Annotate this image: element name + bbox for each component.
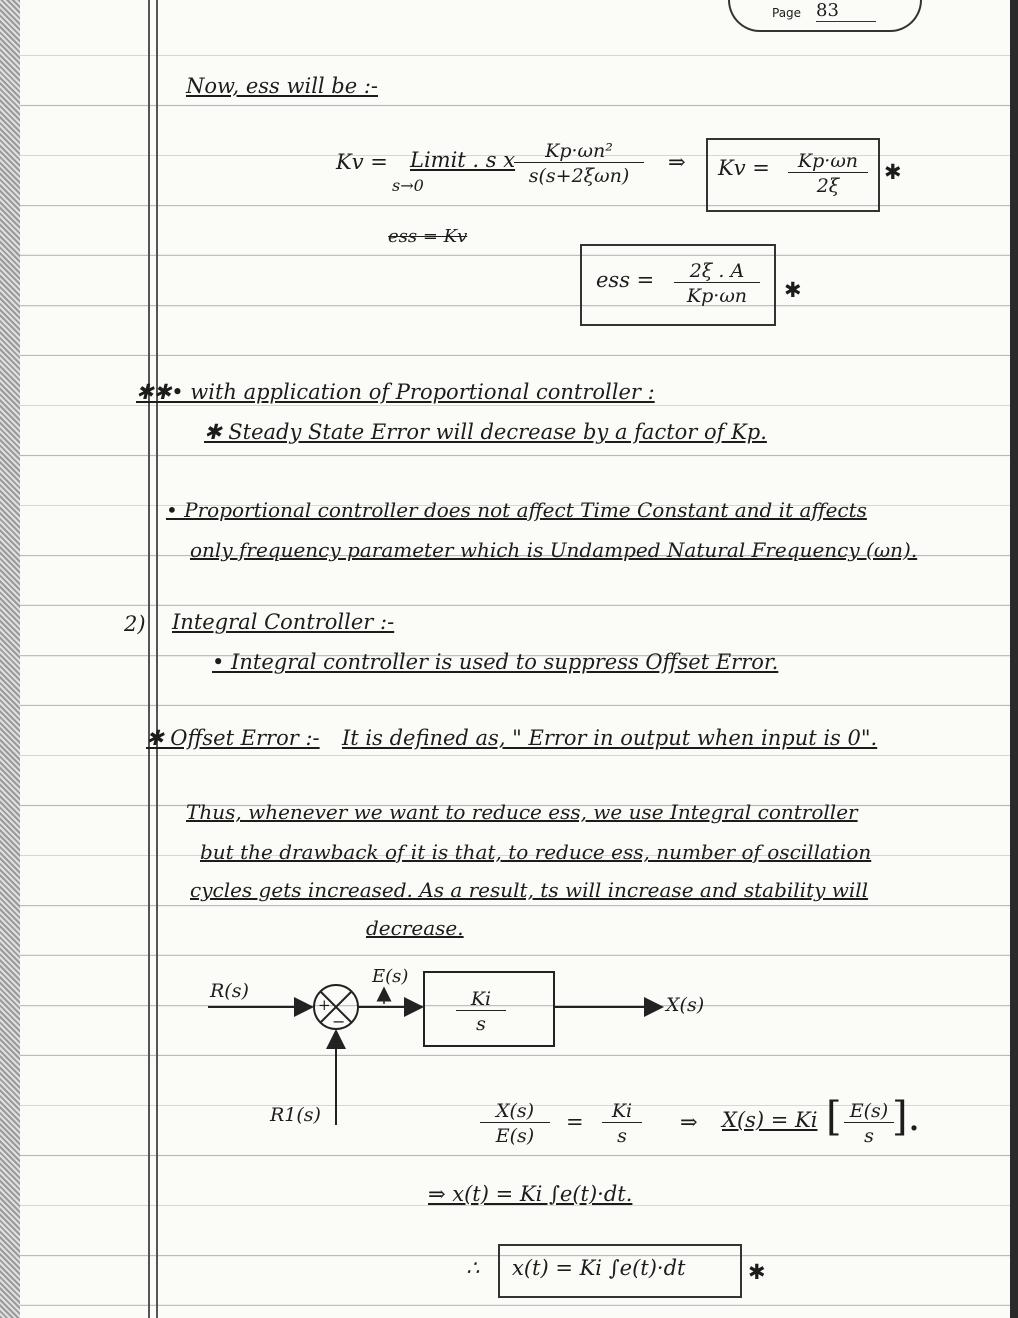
therefore-symbol: ∴ [466, 1256, 480, 1280]
struck-text: ess = Kv [388, 226, 468, 247]
offset-error-definition: It is defined as, " Error in output when input is 0". [342, 726, 878, 750]
tf-bracket-fraction [844, 1100, 894, 1147]
kv-denominator: s(s+2ξωn) [528, 165, 630, 187]
page-label: Page [772, 6, 802, 20]
kv-star: ✱ [884, 160, 902, 184]
integrator-denominator: s [476, 1013, 486, 1035]
kv-result-lhs: Kv = [718, 156, 770, 180]
tf-lhs-numerator: X(s) [480, 1100, 550, 1123]
tf-bracket-denominator: s [864, 1125, 874, 1147]
tf-equals: = [566, 1110, 584, 1134]
tf-bracket-numerator: E(s) [844, 1100, 894, 1123]
tf-rhs-denominator: s [617, 1125, 627, 1147]
kv-arrow: ⇒ [668, 150, 686, 174]
prop-heading: ✱✱• with application of Proportional controller : [136, 380, 655, 404]
kv-numerator: Kp·ωn² [514, 140, 644, 163]
integral-point: • Integral controller is used to suppress Offset Error. [212, 650, 779, 674]
tf-rhs: X(s) = Ki [722, 1108, 818, 1132]
minus-sign: − [332, 1012, 346, 1031]
error-label: E(s) [372, 966, 409, 987]
kv-limit: Limit . s x [410, 148, 516, 172]
tf-rhs-fraction [602, 1100, 642, 1147]
bracket-left: [ [826, 1094, 842, 1140]
kv-limit-sub: s→0 [392, 176, 424, 195]
prop-note-2: only frequency parameter which is Undamped Natural Frequency (ωn). [190, 538, 918, 562]
integrator-numerator: Ki [456, 988, 506, 1011]
final-star: ✱ [748, 1260, 766, 1284]
ess-star: ✱ [784, 278, 802, 302]
ess-result-lhs: ess = [596, 268, 655, 292]
integral-heading-number: 2) [124, 612, 146, 636]
tf-lhs-fraction [480, 1100, 550, 1147]
paragraph-line-3: cycles gets increased. As a result, ts will increase and stability will [190, 878, 869, 902]
prop-note-1: • Proportional controller does not affect Time Constant and it affects [166, 498, 867, 522]
tf-lhs-denominator: E(s) [495, 1125, 535, 1147]
integrator-fraction [456, 988, 506, 1035]
ess-result-numerator: 2ξ . A [674, 260, 760, 283]
ess-result-denominator: Kp·ωn [686, 285, 748, 307]
final-equation-box [498, 1244, 742, 1298]
paragraph-line-1: Thus, whenever we want to reduce ess, we use Integral controller [186, 800, 858, 824]
tf-arrow: ⇒ [680, 1110, 698, 1134]
input-label: R(s) [210, 980, 249, 1002]
kv-lhs: Kv = [336, 150, 388, 174]
output-label: X(s) [666, 994, 705, 1016]
time-domain-equation: ⇒ x(t) = Ki ∫e(t)·dt. [428, 1182, 633, 1206]
offset-error-label: ✱ Offset Error :- [146, 726, 320, 750]
kv-result-denominator: 2ξ [816, 175, 840, 197]
integral-heading: Integral Controller :- [172, 610, 395, 634]
kv-result-numerator: Kp·ωn [788, 150, 868, 173]
paragraph-line-4: decrease. [366, 916, 464, 940]
intro-line: Now, ess will be :- [186, 74, 379, 98]
feedback-label: R1(s) [270, 1104, 321, 1126]
page-number: 83 [816, 0, 876, 22]
prop-point: ✱ Steady State Error will decrease by a factor of Kp. [204, 420, 767, 444]
plus-sign: + [318, 996, 331, 1014]
paragraph-line-2: but the drawback of it is that, to reduce ess, number of oscillation [200, 840, 872, 864]
final-equation: x(t) = Ki ∫e(t)·dt [512, 1256, 686, 1280]
tf-rhs-numerator: Ki [602, 1100, 642, 1123]
bracket-right: ]. [892, 1094, 921, 1140]
